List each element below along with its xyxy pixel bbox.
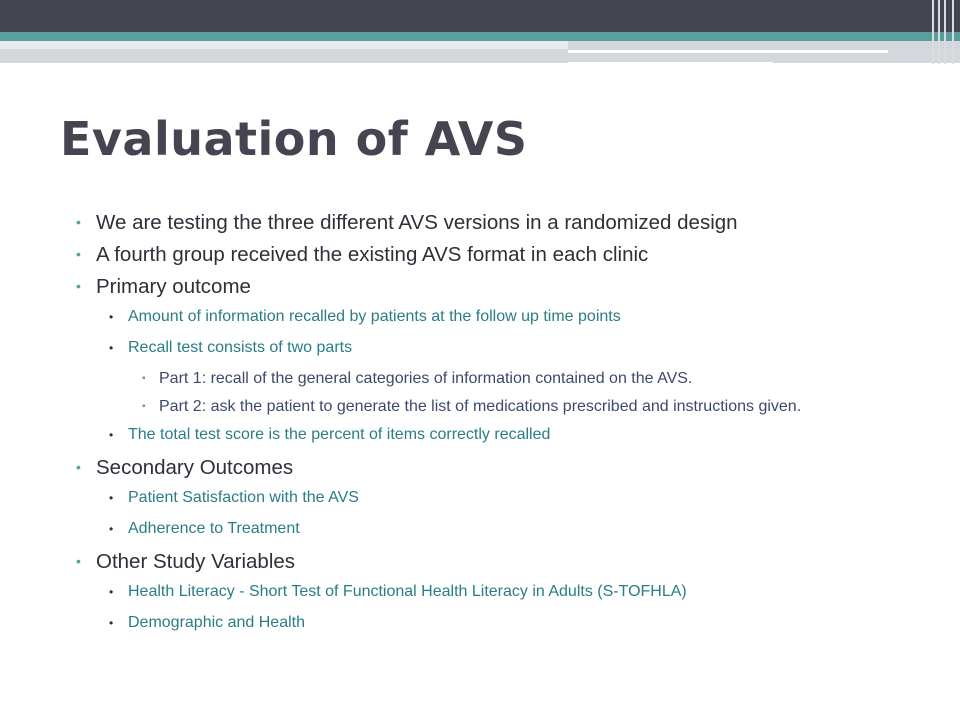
header-decor-line-short [568,62,773,65]
bullet-item: • A fourth group received the existing AVS format in each clinic [76,243,649,266]
sub-bullet-item: • Patient Satisfaction with the AVS [76,487,936,509]
bullet-icon: • [76,214,81,230]
header-decor-line [568,50,888,53]
header-bar [0,0,960,32]
bullet-icon: • [109,522,114,536]
sub-sub-bullet-item: ▪ Part 1: recall of the general categories of information contained on the AVS. [76,368,936,390]
bullet-icon: • [109,428,114,442]
sub-sub-bullet-item: ▪ Part 2: ask the patient to generate the list of medications prescribed and instructions given. [76,396,936,418]
bullet-item: • Primary outcome [76,275,251,298]
bullet-icon: ▪ [142,373,146,384]
bullet-icon: • [76,459,81,475]
header-accent-band [0,32,960,41]
sub-bullet-item: • Amount of information recalled by patients at the follow up time points [76,306,936,328]
bullet-icon: ▪ [142,401,146,412]
bullet-item: • Secondary Outcomes [76,456,294,479]
sub-bullet-item: • Health Literacy - Short Test of Functional Health Literacy in Adults (S-TOFHLA) [76,581,936,603]
slide-title: Evaluation of AVS [60,112,528,166]
bullet-icon: • [109,585,114,599]
bullet-icon: • [109,310,114,324]
sub-bullet-item: • The total test score is the percent of items correctly recalled [76,424,936,446]
sub-bullet-item: • Demographic and Health [76,612,936,634]
bullet-icon: • [76,246,81,262]
bullet-icon: • [109,341,114,355]
sub-bullet-item: • Recall test consists of two parts [76,337,936,359]
bullet-item: • We are testing the three different AVS versions in a randomized design [76,211,738,234]
header-vertical-lines [928,0,960,64]
sub-bullet-item: • Adherence to Treatment [76,518,936,540]
bullet-item: • Other Study Variables [76,550,296,573]
header-light-band [0,41,568,49]
bullet-icon: • [109,616,114,630]
bullet-icon: • [109,491,114,505]
bullet-icon: • [76,553,81,569]
bullet-list [76,210,936,643]
bullet-icon: • [76,278,81,294]
